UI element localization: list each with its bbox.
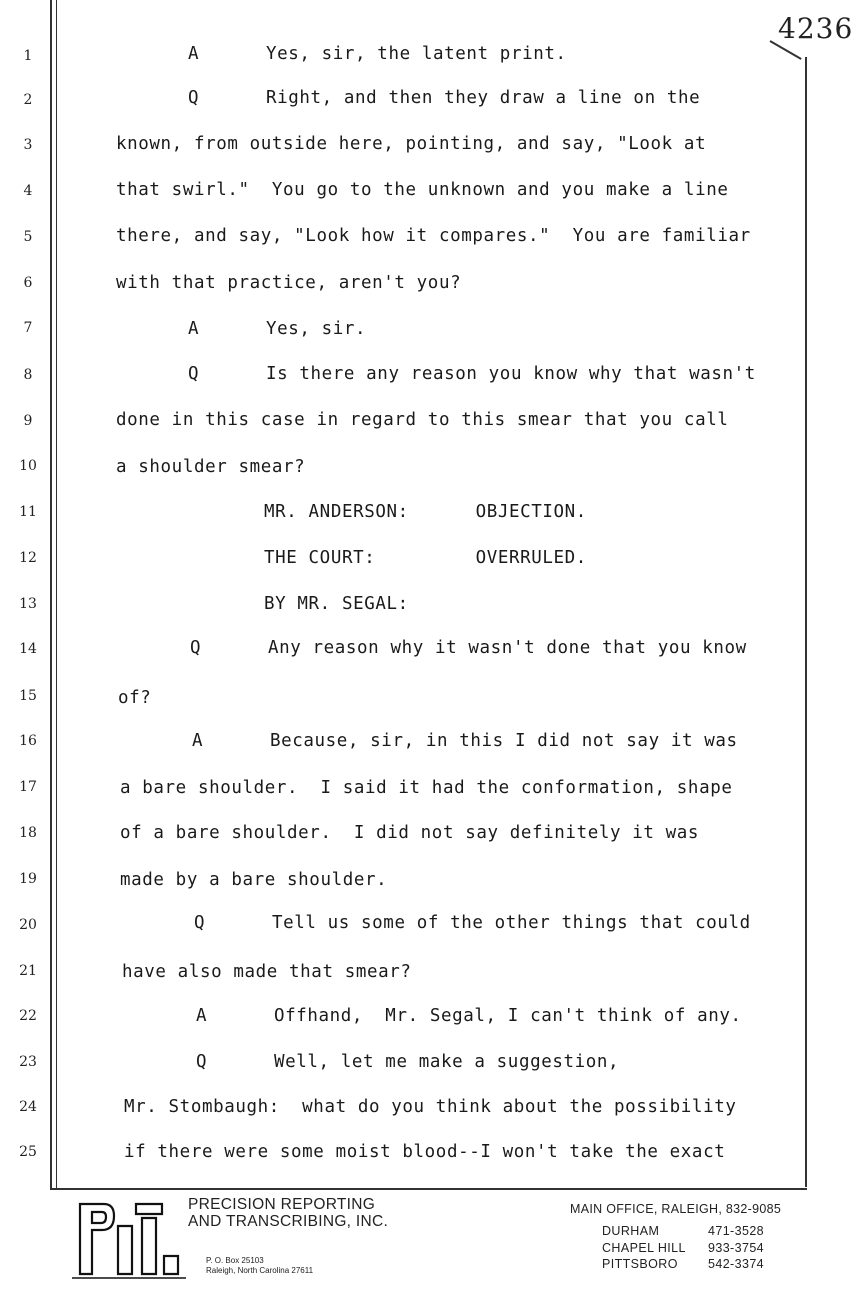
firm-address — [206, 1256, 313, 1276]
transcript-line: Mr. Stombaugh: what do you think about the possibility — [124, 1097, 737, 1117]
line-number: 20 — [19, 917, 37, 933]
transcript-line: of? — [118, 688, 152, 708]
line-number: 15 — [19, 688, 37, 704]
line-number: 16 — [19, 733, 37, 749]
transcript-line: A Offhand, Mr. Segal, I can't think of any. — [196, 1006, 742, 1026]
line-number: 12 — [19, 550, 37, 566]
transcript-line: a shoulder smear? — [116, 457, 306, 477]
line-number: 18 — [19, 825, 37, 841]
line-number: 14 — [19, 641, 37, 657]
transcript-line: made by a bare shoulder. — [120, 870, 388, 890]
line-number: 4 — [23, 183, 33, 199]
line-number: 5 — [23, 229, 33, 245]
transcript-line: Q Well, let me make a suggestion, — [196, 1052, 620, 1072]
branch-offices — [602, 1223, 792, 1273]
address-line1: P. O. Box 25103 — [206, 1256, 264, 1265]
line-number: 11 — [19, 504, 37, 520]
transcript-line: known, from outside here, pointing, and say, "Look at — [116, 134, 707, 154]
line-number: 17 — [19, 779, 37, 795]
firm-name — [188, 1196, 388, 1230]
branch-name: CHAPEL HILL — [602, 1240, 686, 1255]
line-number: 8 — [23, 367, 33, 383]
firm-name-line2: AND TRANSCRIBING, INC. — [188, 1213, 389, 1230]
transcript-line: A Yes, sir, the latent print. — [188, 44, 567, 64]
line-number: 21 — [19, 963, 37, 979]
transcript-line: THE COURT: OVERRULED. — [264, 548, 587, 568]
left-margin-line — [50, 0, 52, 1188]
branch-phone: 471-3528 — [708, 1224, 765, 1238]
main-office: MAIN OFFICE, RALEIGH, 832-9085 — [570, 1202, 782, 1216]
line-number: 23 — [19, 1054, 37, 1070]
line-number: 1 — [23, 48, 33, 64]
transcript-line: have also made that smear? — [122, 962, 412, 982]
branch-name: PITTSBORO — [602, 1257, 678, 1271]
branch-phone: 933-3754 — [708, 1240, 765, 1255]
line-number: 2 — [23, 92, 33, 108]
line-number: 24 — [19, 1099, 37, 1115]
transcript-line: Q Tell us some of the other things that could — [194, 913, 751, 933]
branch-row — [602, 1240, 792, 1257]
transcript-line: of a bare shoulder. I did not say definitely it was — [120, 823, 700, 843]
transcript-line: there, and say, "Look how it compares." You are familiar — [116, 226, 751, 246]
line-number: 9 — [23, 413, 33, 429]
line-number: 22 — [19, 1008, 37, 1024]
transcript-line: a bare shoulder. I said it had the conformation, shape — [120, 778, 733, 798]
transcript-line: Q Any reason why it wasn't done that you know — [190, 638, 747, 658]
branch-row — [602, 1256, 792, 1273]
branch-name: DURHAM — [602, 1224, 660, 1238]
line-number: 6 — [23, 275, 33, 291]
transcript-line: with that practice, aren't you? — [116, 273, 462, 293]
transcript-line: done in this case in regard to this smear that you call — [116, 410, 729, 430]
transcript-line: that swirl." You go to the unknown and you make a line — [116, 180, 729, 200]
company-logo-icon — [70, 1196, 190, 1282]
transcript-line: Q Is there any reason you know why that wasn't — [188, 364, 756, 384]
line-number: 25 — [19, 1144, 37, 1160]
firm-name-line1: PRECISION REPORTING — [188, 1196, 376, 1213]
line-number: 7 — [23, 320, 33, 336]
left-margin-line-inner — [56, 0, 57, 1188]
line-number: 19 — [19, 871, 37, 887]
page-number: 4236 — [778, 12, 854, 45]
line-number: 10 — [19, 458, 37, 474]
transcript-line: if there were some moist blood--I won't take the exact — [124, 1142, 726, 1162]
transcript-line: A Because, sir, in this I did not say it was — [192, 731, 738, 751]
transcript-line: MR. ANDERSON: OBJECTION. — [264, 502, 587, 522]
branch-row — [602, 1223, 792, 1240]
transcript-line: BY MR. SEGAL: — [264, 594, 409, 614]
transcript-line: Q Right, and then they draw a line on the — [188, 88, 701, 108]
right-margin-line — [805, 57, 807, 1187]
branch-phone: 542-3374 — [708, 1257, 765, 1271]
line-number: 13 — [19, 596, 37, 612]
address-line2: Raleigh, North Carolina 27611 — [206, 1266, 314, 1275]
transcript-line: A Yes, sir. — [188, 319, 367, 339]
line-number: 3 — [23, 137, 33, 153]
